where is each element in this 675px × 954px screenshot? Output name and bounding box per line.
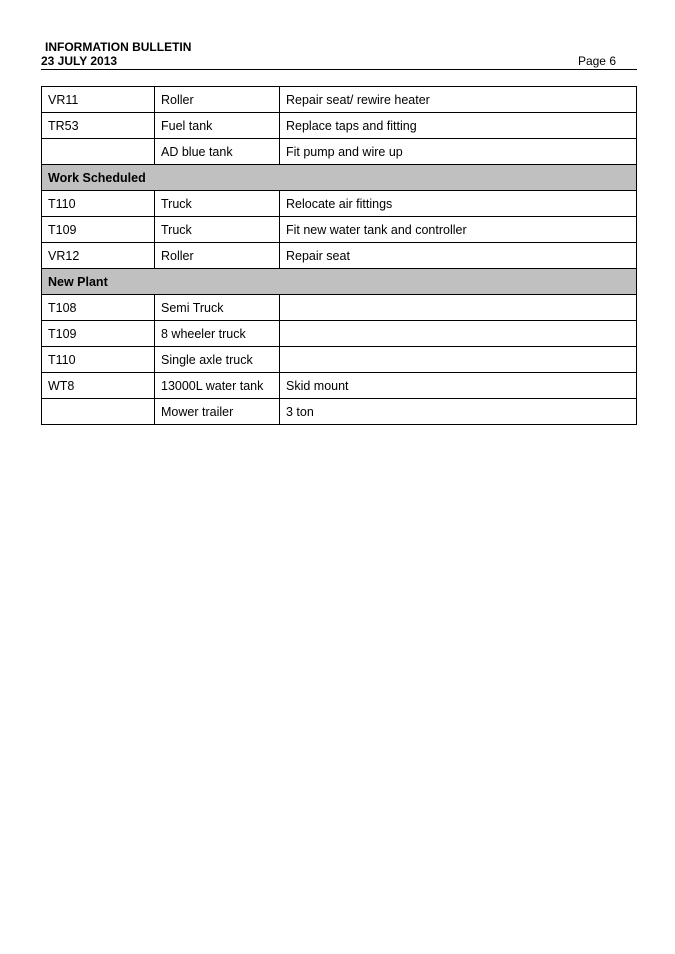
plant-type-cell: Roller <box>155 243 280 269</box>
section-header-row <box>42 269 637 295</box>
plant-type-cell: 8 wheeler truck <box>155 321 280 347</box>
plant-id-cell: T109 <box>42 217 155 243</box>
section-header: New Plant <box>42 269 637 295</box>
work-description-cell: Relocate air fittings <box>280 191 637 217</box>
plant-type-cell: Single axle truck <box>155 347 280 373</box>
header-row <box>41 54 637 70</box>
bulletin-date: 23 JULY 2013 <box>41 54 118 68</box>
work-description-cell: Repair seat/ rewire heater <box>280 87 637 113</box>
work-table <box>41 86 637 425</box>
work-description-cell: Fit new water tank and controller <box>280 217 637 243</box>
plant-id-cell <box>42 139 155 165</box>
table-row <box>42 217 637 243</box>
page-header <box>41 40 637 70</box>
work-description-cell <box>280 295 637 321</box>
work-description-cell: Fit pump and wire up <box>280 139 637 165</box>
plant-id-cell: VR11 <box>42 87 155 113</box>
work-description-cell: Skid mount <box>280 373 637 399</box>
work-description-cell <box>280 321 637 347</box>
plant-type-cell: Fuel tank <box>155 113 280 139</box>
bulletin-title: INFORMATION BULLETIN <box>45 40 192 54</box>
page-number: Page 6 <box>577 54 616 68</box>
table-row <box>42 347 637 373</box>
plant-id-cell: T108 <box>42 295 155 321</box>
table-row <box>42 243 637 269</box>
plant-id-cell <box>42 399 155 425</box>
section-header-row <box>42 165 637 191</box>
section-header: Work Scheduled <box>42 165 637 191</box>
table-row <box>42 295 637 321</box>
work-description-cell: Replace taps and fitting <box>280 113 637 139</box>
plant-id-cell: TR53 <box>42 113 155 139</box>
plant-id-cell: T109 <box>42 321 155 347</box>
table-row <box>42 139 637 165</box>
plant-type-cell: Roller <box>155 87 280 113</box>
table-row <box>42 191 637 217</box>
plant-type-cell: Truck <box>155 191 280 217</box>
plant-type-cell: Mower trailer <box>155 399 280 425</box>
plant-id-cell: WT8 <box>42 373 155 399</box>
table-row <box>42 373 637 399</box>
plant-type-cell: 13000L water tank <box>155 373 280 399</box>
plant-type-cell: Truck <box>155 217 280 243</box>
table-row <box>42 87 637 113</box>
plant-id-cell: VR12 <box>42 243 155 269</box>
table-row <box>42 113 637 139</box>
work-description-cell <box>280 347 637 373</box>
work-description-cell: Repair seat <box>280 243 637 269</box>
table-row <box>42 321 637 347</box>
plant-type-cell: Semi Truck <box>155 295 280 321</box>
plant-type-cell: AD blue tank <box>155 139 280 165</box>
plant-id-cell: T110 <box>42 191 155 217</box>
table-row <box>42 399 637 425</box>
work-description-cell: 3 ton <box>280 399 637 425</box>
plant-id-cell: T110 <box>42 347 155 373</box>
